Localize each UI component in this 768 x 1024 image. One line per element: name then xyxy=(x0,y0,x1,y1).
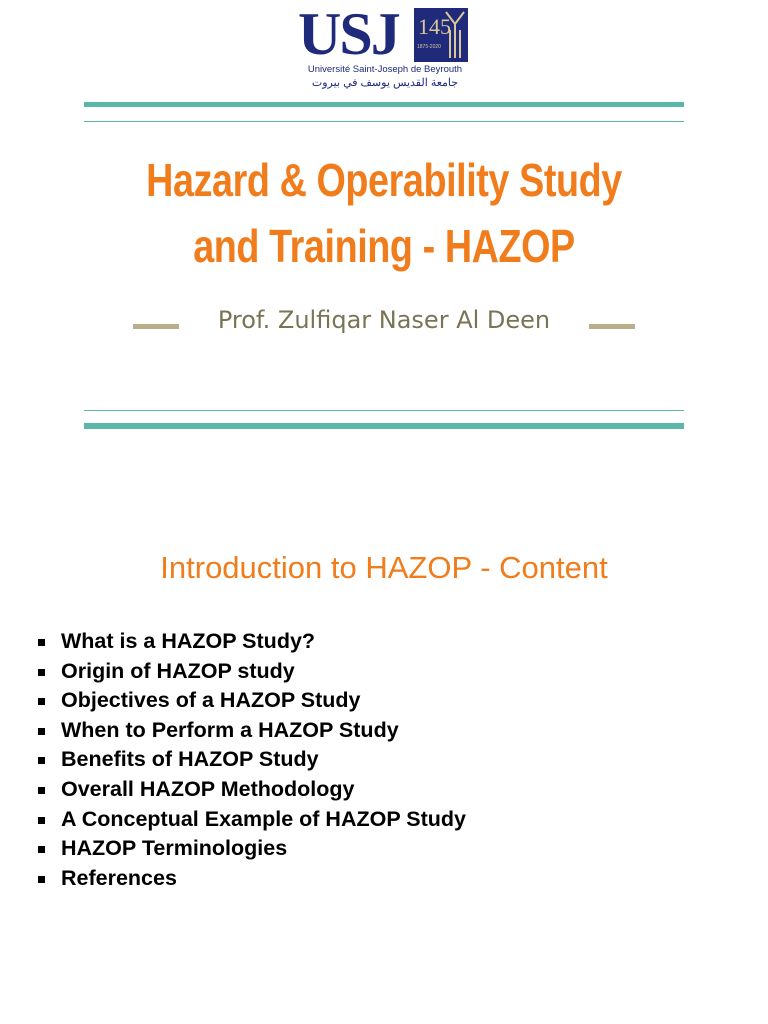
list-item xyxy=(34,805,466,835)
list-item-text: Objectives of a HAZOP Study xyxy=(61,688,361,713)
list-item-text: Benefits of HAZOP Study xyxy=(61,747,319,772)
author-name: Prof. Zulfiqar Naser Al Deen xyxy=(217,306,551,334)
bullet-icon xyxy=(38,876,45,883)
bullet-icon xyxy=(38,669,45,676)
university-name-fr: Université Saint-Joseph de Beyrouth xyxy=(307,64,463,75)
bullet-icon xyxy=(38,757,45,764)
list-item xyxy=(34,657,466,687)
list-item-text: Origin of HAZOP study xyxy=(61,658,295,683)
list-item-text: HAZOP Terminologies xyxy=(61,836,288,861)
anniversary-years: 1875-2020 xyxy=(417,44,441,50)
anniversary-number: 145 xyxy=(418,14,451,39)
bottom-rule-thick xyxy=(84,423,684,429)
bullet-icon xyxy=(38,639,45,646)
top-rule-thick xyxy=(84,102,684,107)
bullet-icon xyxy=(38,728,45,735)
author-dash-right xyxy=(589,324,635,329)
list-item xyxy=(34,864,466,894)
title-line-1: Hazard & Operability Study xyxy=(146,154,622,206)
list-item xyxy=(34,745,466,775)
list-item-text: References xyxy=(61,865,177,890)
top-rule-thin xyxy=(84,121,684,122)
list-item-text: What is a HAZOP Study? xyxy=(61,629,316,653)
list-item xyxy=(34,775,466,805)
list-item-text: A Conceptual Example of HAZOP Study xyxy=(61,806,466,831)
usj-wordmark: USJ xyxy=(298,1,399,67)
list-item xyxy=(34,627,466,657)
anniversary-badge xyxy=(414,8,468,62)
bullet-icon xyxy=(38,817,45,824)
list-item xyxy=(34,716,466,746)
content-list xyxy=(34,627,466,893)
usj-logo xyxy=(298,1,472,92)
bullet-icon xyxy=(38,846,45,853)
list-item xyxy=(34,834,466,864)
title-line-2: and Training - HAZOP xyxy=(193,220,575,272)
bullet-icon xyxy=(38,787,45,794)
university-name-ar: جامعة القديس يوسف في بيروت xyxy=(311,77,459,89)
tower-icon xyxy=(444,10,466,60)
list-item-text: Overall HAZOP Methodology xyxy=(61,776,355,801)
bullet-icon xyxy=(38,698,45,705)
bottom-rule-thin xyxy=(84,410,684,411)
list-item-text: When to Perform a HAZOP Study xyxy=(61,717,399,742)
content-heading: Introduction to HAZOP - Content xyxy=(160,550,608,585)
list-item xyxy=(34,686,466,716)
